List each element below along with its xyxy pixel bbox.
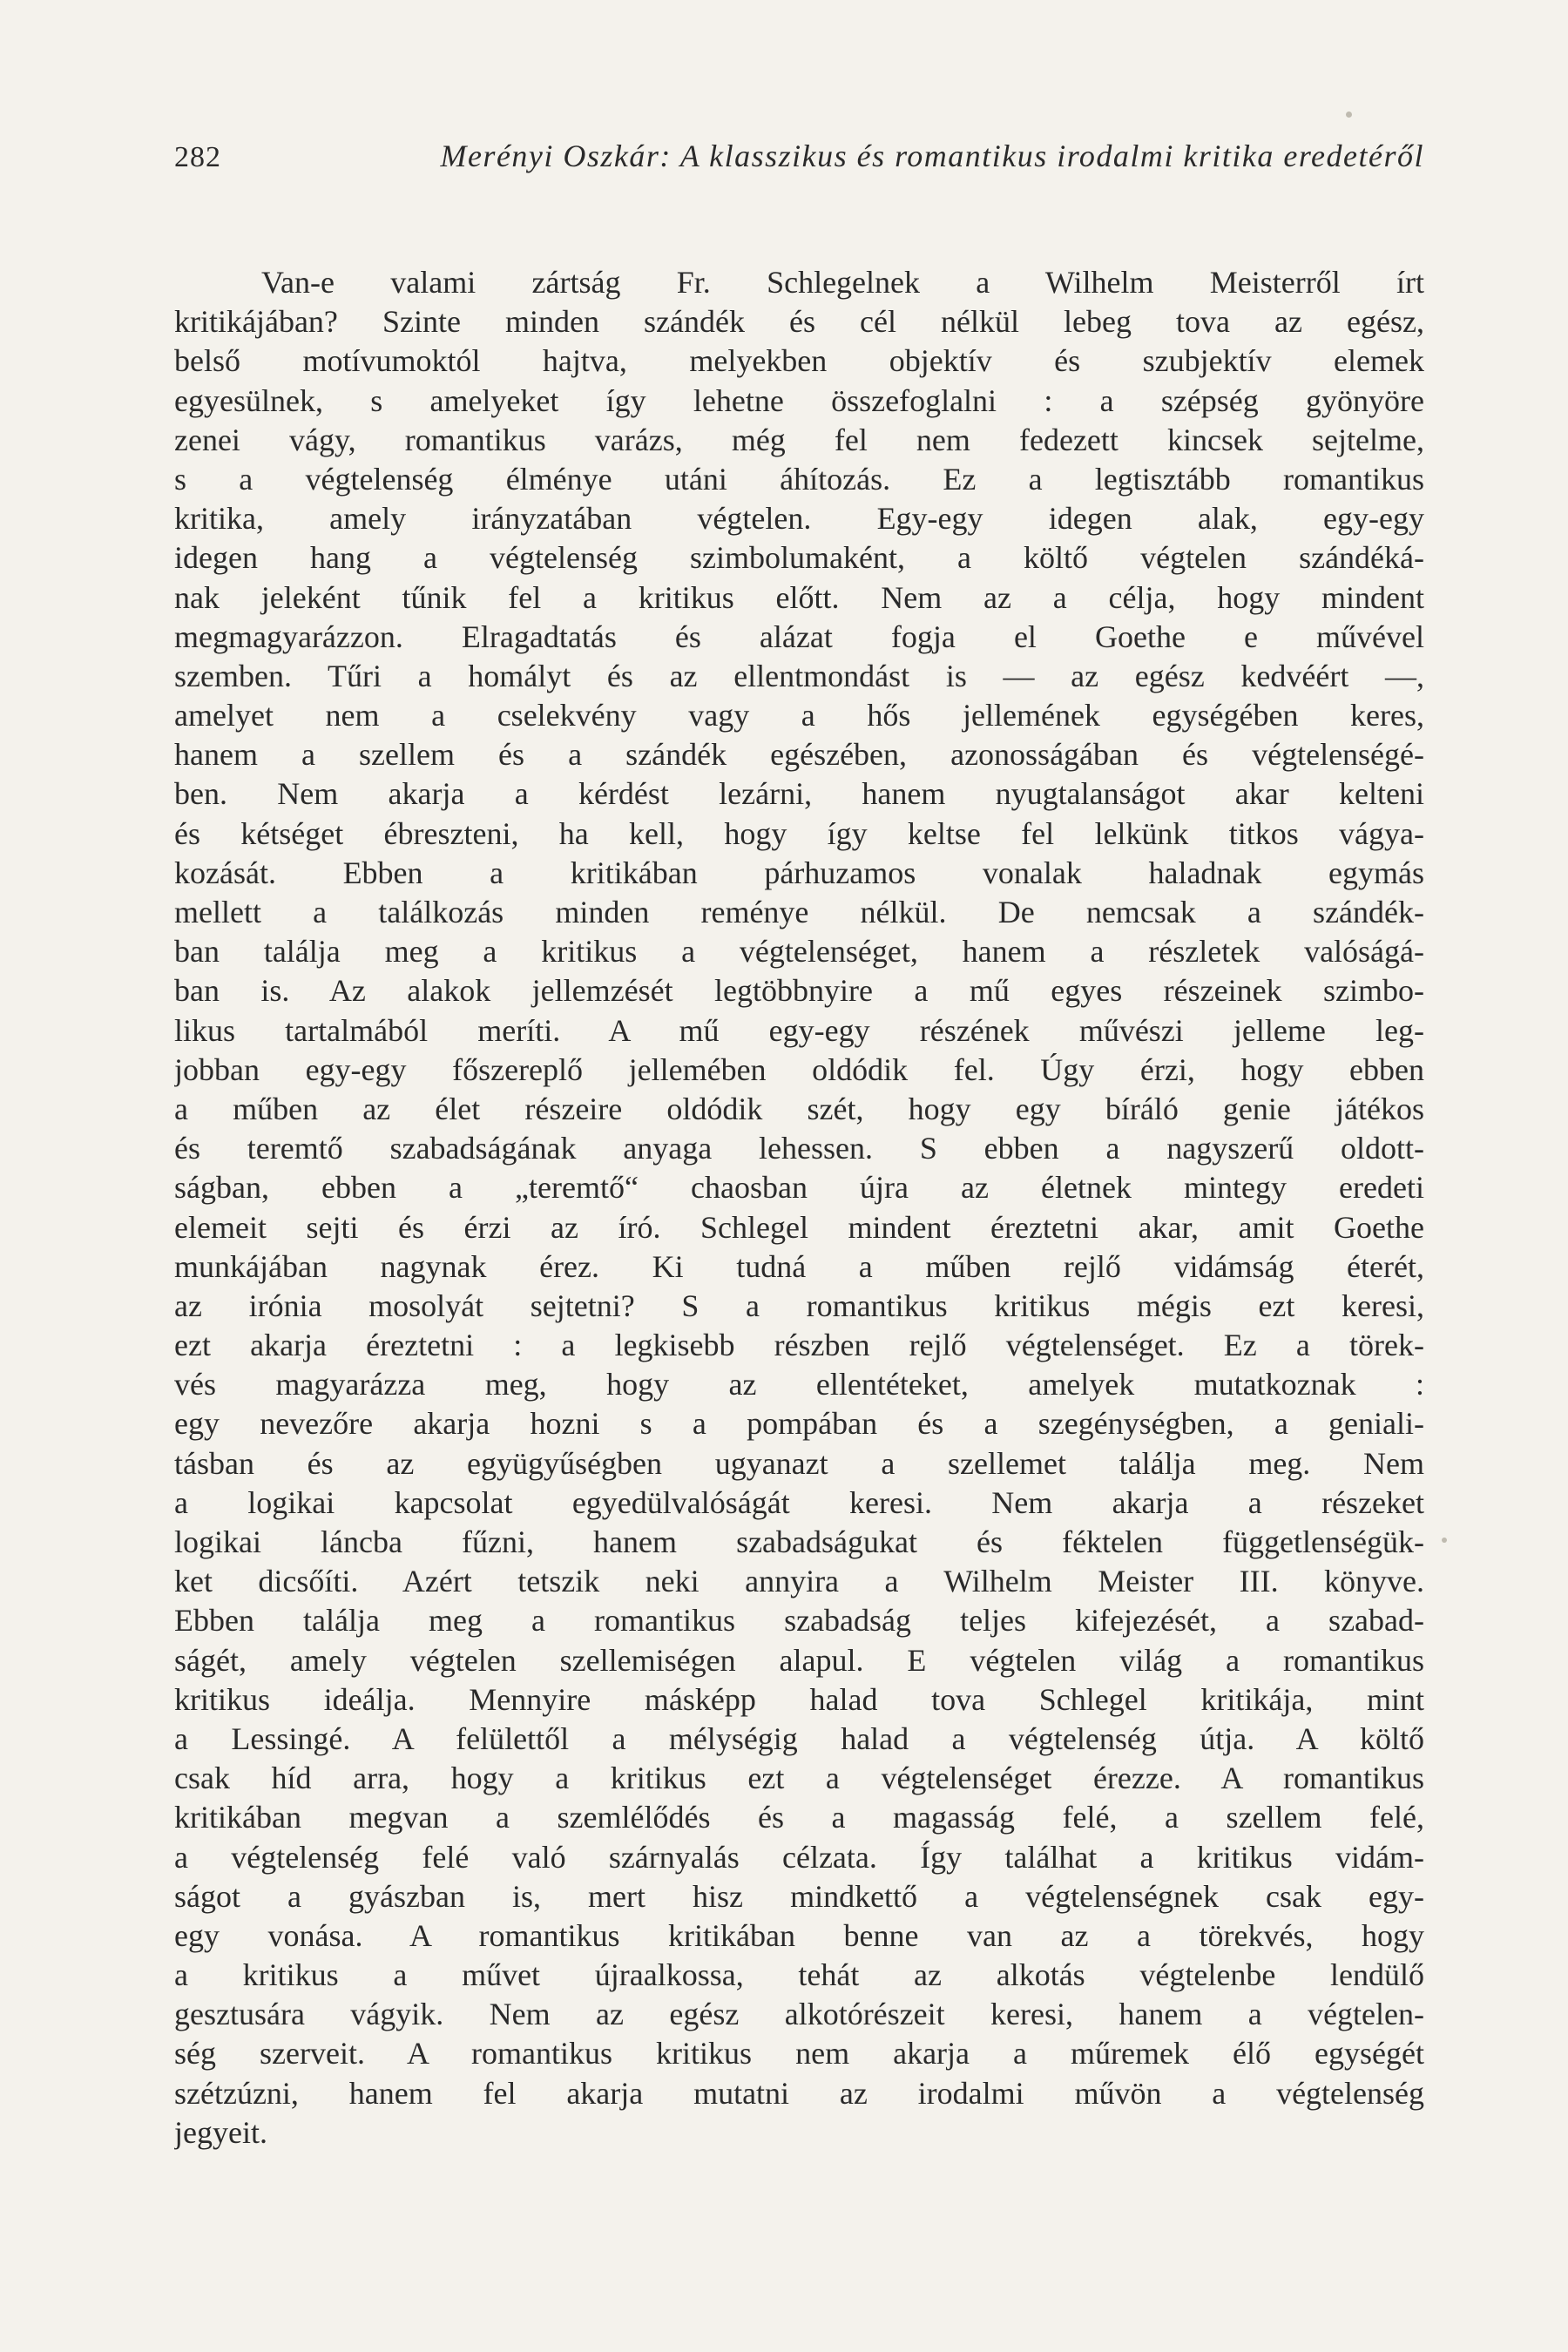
- text-line: nak jeleként tűnik fel a kritikus előtt. Nem az a célja, hogy mindent: [174, 579, 1424, 615]
- text-line: mellett a találkozás minden reménye nélkül. De nemcsak a szándék-: [174, 895, 1424, 929]
- text-line: elemeit sejti és érzi az író. Schlegel mindent éreztetni akar, amit Goethe: [174, 1209, 1424, 1245]
- paper-speck: [1346, 112, 1352, 118]
- text-line: kritikájában? Szinte minden szándék és cél nélkül lebeg tova az egész,: [174, 304, 1424, 340]
- text-line: ban találja meg a kritikus a végtelenséget, hanem a részletek valóságá-: [174, 934, 1424, 970]
- text-line: kritikus ideálja. Mennyire másképp halad tova Schlegel kritikája, mint: [174, 1681, 1424, 1717]
- text-line: a logikai kapcsolat egyedülvalóságát keresi. Nem akarja a részeket: [174, 1484, 1424, 1520]
- text-line: szétzúzni, hanem fel akarja mutatni az irodalmi művön a végtelenség: [174, 2075, 1424, 2111]
- text-line: munkájában nagynak érez. Ki tudná a műben rejlő vidámság éterét,: [174, 1248, 1424, 1284]
- text-line: tásban és az együgyűségben ugyanazt a szellemet találja meg. Nem: [174, 1445, 1424, 1481]
- page-header: [174, 138, 1424, 186]
- text-line: likus tartalmából meríti. A mű egy-egy részének művészi jelleme leg-: [174, 1012, 1424, 1048]
- text-line: vés magyarázza meg, hogy az ellentéteket, amelyek mutatkoznak :: [174, 1367, 1424, 1402]
- text-line: ságot a gyászban is, mert hisz mindkettő a végtelenségnek csak egy-: [174, 1878, 1424, 1914]
- running-title: Merényi Oszkár: A klasszikus és romantikus irodalmi kritika eredetéről: [440, 139, 1424, 173]
- text-line: gesztusára vágyik. Nem az egész alkotórészeit keresi, hanem a végtelen-: [174, 1997, 1424, 2032]
- text-line: és kétséget ébreszteni, ha kell, hogy így keltse fel lelkünk titkos vágya-: [174, 815, 1424, 851]
- text-line: Van-e valami zártság Fr. Schlegelnek a Wilhelm Meisterről írt: [261, 265, 1424, 300]
- text-line: logikai láncba fűzni, hanem szabadságukat és féktelen függetlenségük-: [174, 1524, 1424, 1559]
- text-line: ket dicsőíti. Azért tetszik neki annyira a Wilhelm Meister III. könyve.: [174, 1564, 1424, 1599]
- text-line: s a végtelenség élménye utáni áhítozás. Ez a legtisztább romantikus: [174, 461, 1424, 497]
- text-line: egyesülnek, s amelyeket így lehetne összefoglalni : a szépség gyönyöre: [174, 382, 1424, 418]
- text-line: a végtelenség felé való szárnyalás célzata. Így találhat a kritikus vidám-: [174, 1839, 1424, 1875]
- page-number: 282: [174, 141, 221, 173]
- text-line: ezt akarja éreztetni : a legkisebb részben rejlő végtelenséget. Ez a törek-: [174, 1328, 1424, 1363]
- text-line: a műben az élet részeire oldódik szét, hogy egy bíráló genie játékos: [174, 1091, 1424, 1126]
- text-line: Ebben találja meg a romantikus szabadság teljes kifejezését, a szabad-: [174, 1603, 1424, 1639]
- text-line: belső motívumoktól hajtva, melyekben objektív és szubjektív elemek: [174, 343, 1424, 379]
- text-line: szemben. Tűri a homályt és az ellentmondást is — az egész kedvéért —,: [174, 658, 1424, 693]
- text-line: ságét, amely végtelen szellemiségen alapul. E végtelen világ a romantikus: [174, 1642, 1424, 1678]
- text-line: megmagyarázzon. Elragadtatás és alázat fogja el Goethe e művével: [174, 618, 1424, 654]
- text-line: ben. Nem akarja a kérdést lezárni, hanem nyugtalanságot akar kelteni: [174, 776, 1424, 812]
- text-line: ban is. Az alakok jellemzését legtöbbnyire a mű egyes részeinek szimbo-: [174, 973, 1424, 1009]
- text-line: kritikában megvan a szemlélődés és a magasság felé, a szellem felé,: [174, 1800, 1424, 1835]
- text-line: idegen hang a végtelenség szimbolumaként, a költő végtelen szándéká-: [174, 540, 1424, 576]
- text-line: egy vonása. A romantikus kritikában benne van az a törekvés, hogy: [174, 1917, 1424, 1953]
- text-line: a Lessingé. A felülettől a mélységig halad a végtelenség útja. A költő: [174, 1720, 1424, 1756]
- text-line: kozását. Ebben a kritikában párhuzamos vonalak haladnak egymás: [174, 855, 1424, 890]
- text-line: kritika, amely irányzatában végtelen. Egy-egy idegen alak, egy-egy: [174, 501, 1424, 537]
- text-line: az irónia mosolyát sejtetni? S a romantikus kritikus mégis ezt keresi,: [174, 1288, 1424, 1323]
- text-line: ságban, ebben a „teremtő“ chaosban újra az életnek mintegy eredeti: [174, 1170, 1424, 1206]
- text-line: a kritikus a művet újraalkossa, tehát az alkotás végtelenbe lendülő: [174, 1957, 1424, 1993]
- text-line: amelyet nem a cselekvény vagy a hős jellemének egységében keres,: [174, 698, 1424, 733]
- text-line: csak híd arra, hogy a kritikus ezt a végtelenséget érezze. A romantikus: [174, 1761, 1424, 1796]
- text-line: és teremtő szabadságának anyaga lehessen. S ebben a nagyszerű oldott-: [174, 1131, 1424, 1166]
- text-line: egy nevezőre akarja hozni s a pompában és a szegénységben, a geniali-: [174, 1406, 1424, 1442]
- paper-speck: [1442, 1538, 1447, 1543]
- text-line: jegyeit.: [174, 2114, 267, 2150]
- text-line: zenei vágy, romantikus varázs, még fel nem fedezett kincsek sejtelme,: [174, 422, 1424, 457]
- body-paragraph: [174, 263, 1424, 2153]
- text-line: hanem a szellem és a szándék egészében, azonosságában és végtelenségé-: [174, 737, 1424, 773]
- text-line: jobban egy-egy főszereplő jellemében oldódik fel. Úgy érzi, hogy ebben: [174, 1051, 1424, 1087]
- text-line: ség szerveit. A romantikus kritikus nem akarja a műremek élő egységét: [174, 2036, 1424, 2072]
